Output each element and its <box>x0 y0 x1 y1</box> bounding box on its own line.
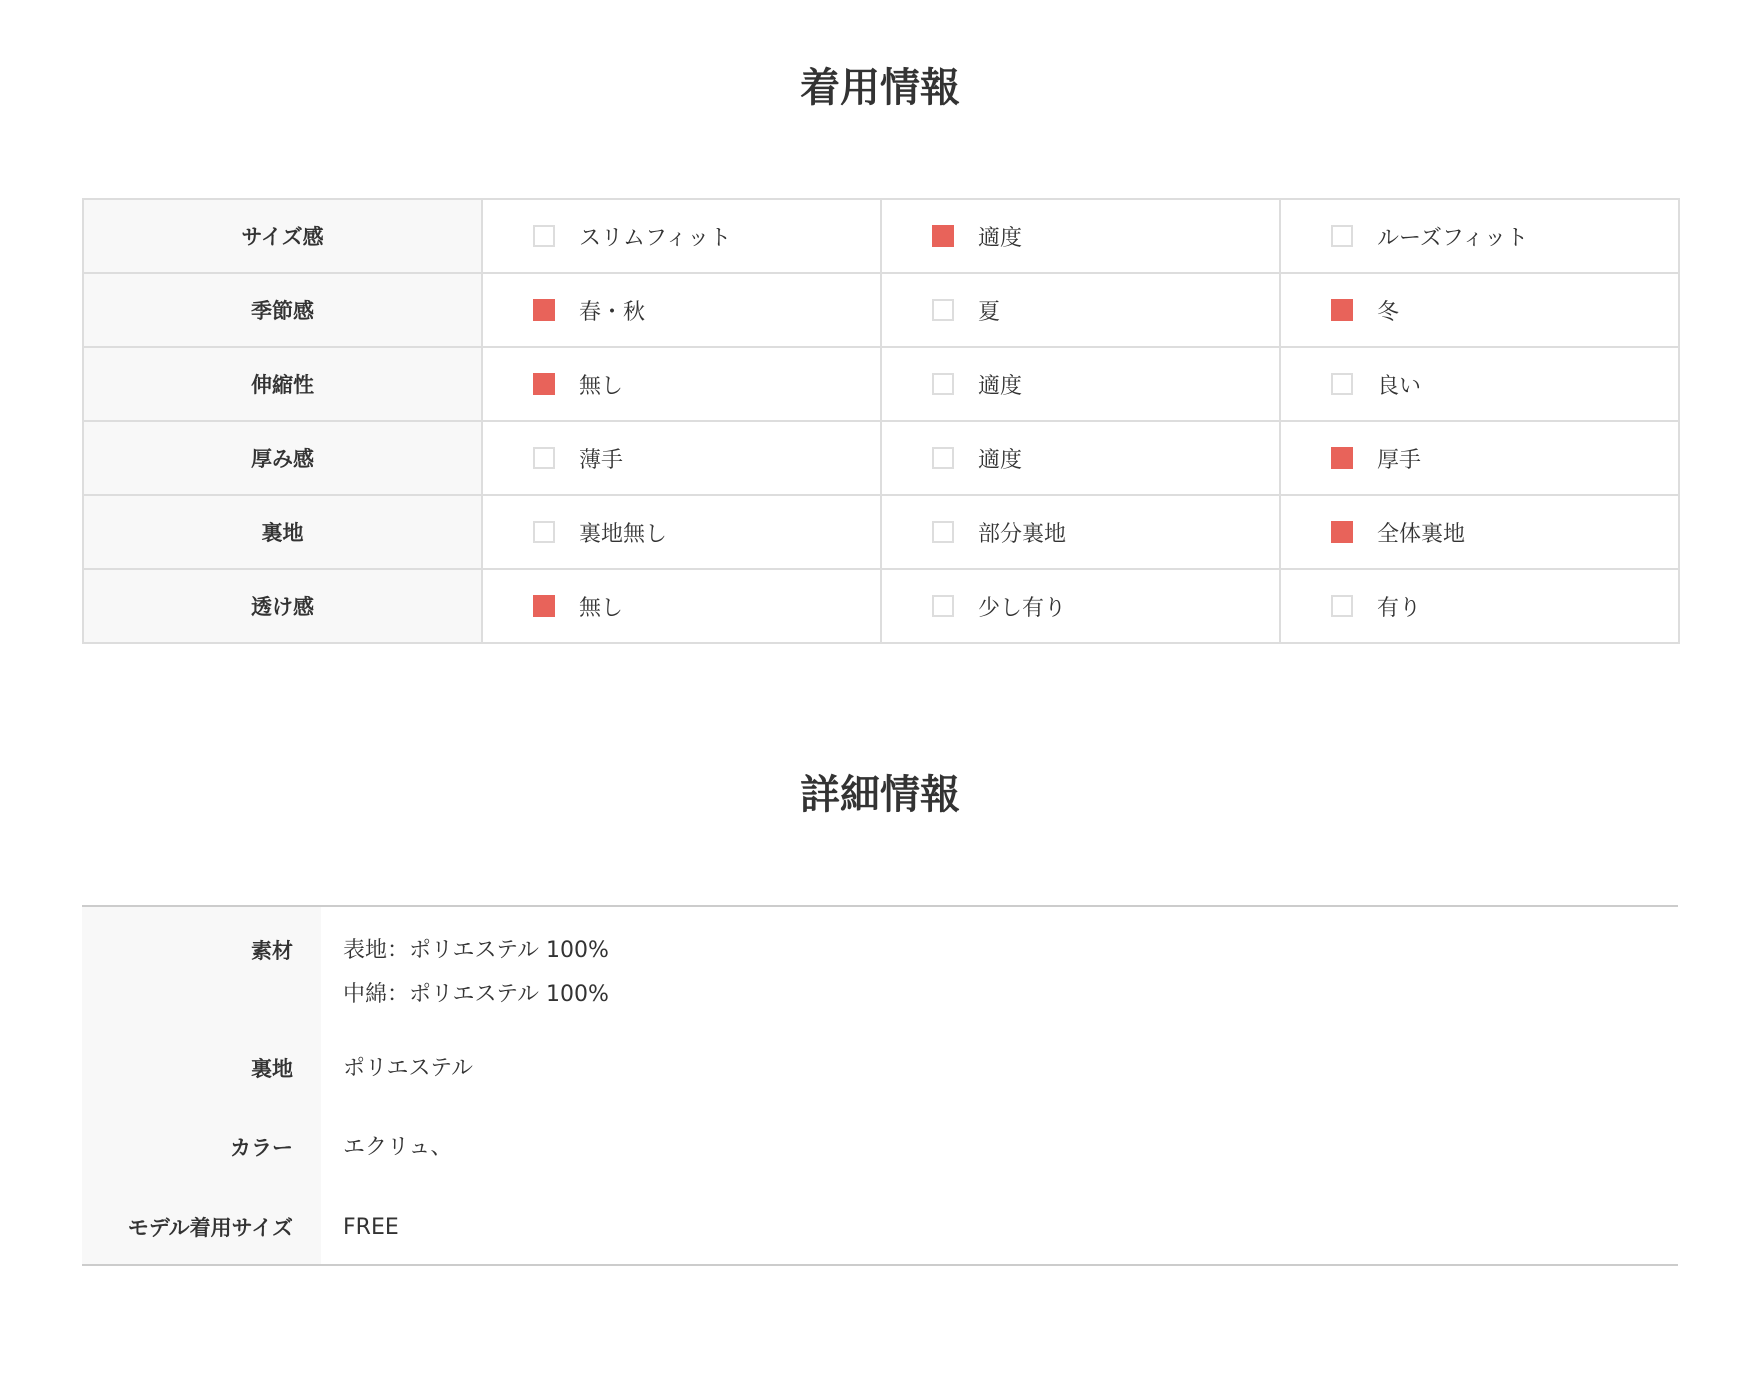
wear-row-thickness <box>83 421 1679 495</box>
wear-info-title: 着用情報 <box>800 65 960 111</box>
checkbox-unchecked <box>1331 373 1353 395</box>
checkbox-checked <box>1331 521 1353 543</box>
option-label: スリムフィット <box>579 225 732 251</box>
row-label: 裏地 <box>83 495 482 569</box>
checkbox-checked <box>533 299 555 321</box>
option-cell <box>881 347 1280 421</box>
detail-value <box>343 929 609 1017</box>
option-cell <box>482 347 881 421</box>
checkbox-unchecked <box>932 447 954 469</box>
row-label: 厚み感 <box>83 421 482 495</box>
option-label: 部分裏地 <box>978 521 1067 547</box>
option-cell <box>881 569 1280 643</box>
option-label: 無し <box>579 595 624 621</box>
checkbox-checked <box>932 225 954 247</box>
option-cell <box>1280 199 1679 273</box>
detail-value-line: ポリエステル <box>343 1056 474 1081</box>
option-cell <box>482 495 881 569</box>
detail-value <box>343 1126 452 1170</box>
option-label: 少し有り <box>978 595 1067 621</box>
checkbox-unchecked <box>1331 225 1353 247</box>
detail-info-title: 詳細情報 <box>800 772 960 818</box>
wear-row-sheerness <box>83 569 1679 643</box>
checkbox-unchecked <box>932 299 954 321</box>
detail-value-line: 中綿：ポリエステル 100% <box>343 982 609 1007</box>
detail-key: モデル着用サイズ <box>127 1216 293 1240</box>
option-label: 裏地無し <box>579 521 668 547</box>
wear-info-table <box>82 198 1680 644</box>
option-cell <box>881 273 1280 347</box>
row-label: サイズ感 <box>83 199 482 273</box>
option-label: ルーズフィット <box>1377 225 1529 251</box>
checkbox-unchecked <box>533 225 555 247</box>
option-label: 適度 <box>978 447 1023 473</box>
option-cell <box>1280 273 1679 347</box>
checkbox-unchecked <box>932 521 954 543</box>
checkbox-checked <box>1331 447 1353 469</box>
option-label: 全体裏地 <box>1377 521 1466 547</box>
option-label: 春・秋 <box>579 299 646 325</box>
option-label: 有り <box>1377 595 1422 621</box>
option-cell <box>1280 421 1679 495</box>
detail-value <box>343 1047 473 1091</box>
option-label: 良い <box>1377 373 1422 399</box>
option-cell <box>881 199 1280 273</box>
detail-value <box>343 1206 399 1250</box>
option-label: 夏 <box>978 299 1001 325</box>
detail-value-line: 表地：ポリエステル 100% <box>343 938 609 963</box>
option-cell <box>1280 347 1679 421</box>
option-label: 無し <box>579 373 624 399</box>
option-cell <box>881 421 1280 495</box>
detail-value-line: エクリュ、 <box>343 1135 453 1160</box>
option-label: 厚手 <box>1377 447 1422 473</box>
option-cell <box>881 495 1280 569</box>
row-label: 伸縮性 <box>83 347 482 421</box>
option-label: 適度 <box>978 373 1023 399</box>
detail-key: 素材 <box>251 939 293 963</box>
checkbox-unchecked <box>932 595 954 617</box>
option-cell <box>482 569 881 643</box>
detail-value-line: FREE <box>343 1215 399 1240</box>
detail-key: カラー <box>230 1136 293 1160</box>
wear-row-size <box>83 199 1679 273</box>
checkbox-unchecked <box>1331 595 1353 617</box>
row-label: 季節感 <box>83 273 482 347</box>
wear-row-lining <box>83 495 1679 569</box>
checkbox-unchecked <box>533 447 555 469</box>
checkbox-checked <box>1331 299 1353 321</box>
option-cell <box>482 421 881 495</box>
wear-row-stretch <box>83 347 1679 421</box>
option-cell <box>1280 495 1679 569</box>
option-label: 冬 <box>1377 299 1400 325</box>
row-label: 透け感 <box>83 569 482 643</box>
option-cell <box>1280 569 1679 643</box>
option-label: 薄手 <box>579 447 624 473</box>
detail-info-table <box>82 905 1678 1266</box>
checkbox-checked <box>533 595 555 617</box>
checkbox-checked <box>533 373 555 395</box>
checkbox-unchecked <box>533 521 555 543</box>
option-label: 適度 <box>978 225 1023 251</box>
detail-key: 裏地 <box>251 1057 293 1081</box>
option-cell <box>482 273 881 347</box>
checkbox-unchecked <box>932 373 954 395</box>
option-cell <box>482 199 881 273</box>
wear-row-season <box>83 273 1679 347</box>
